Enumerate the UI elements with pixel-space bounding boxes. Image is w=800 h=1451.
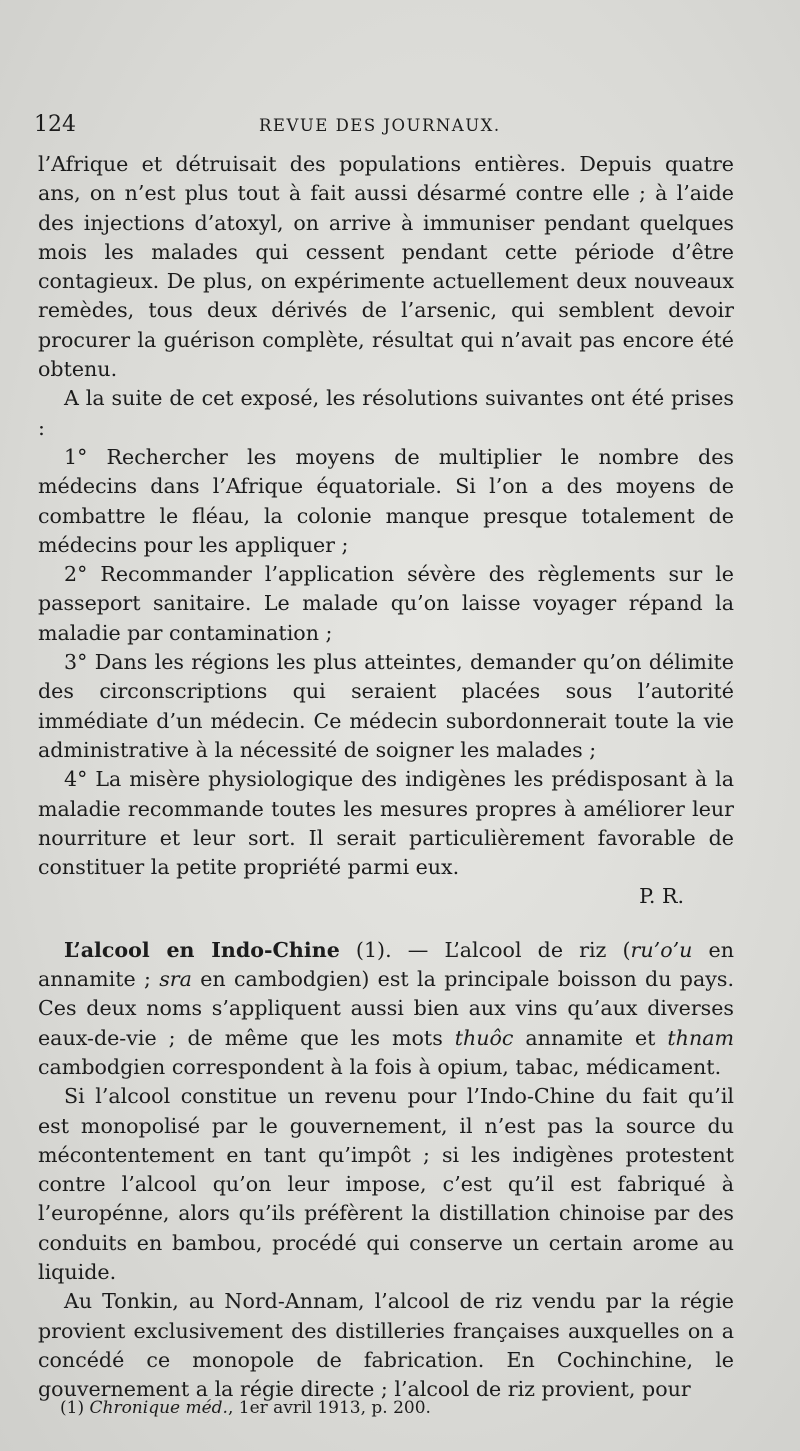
- author-signature: P. R.: [639, 884, 684, 909]
- page-header: [34, 112, 774, 142]
- resolution-3: 3° Dans les régions les plus atteintes, demander qu’on délimite des circonscriptions qui seraient placées sous l’autorité immédiate d’un médecin. Ce médecin subordonnerait toute la vie administrative à la nécessité de soigner les malades ;: [38, 650, 734, 762]
- term-thuoc: thuôc: [454, 1025, 514, 1050]
- term-thnam: thnam: [667, 1025, 735, 1050]
- article-text-2: en cambodgien) est la principale boisson du pays. Ces deux noms s’appliquent aussi bien aux vins qu’aux diverses eaux-de-vie ; de même que les mots: [38, 967, 734, 1050]
- running-title: REVUE DES JOURNAUX.: [259, 116, 501, 135]
- article-text-4: cambodgien correspondent à la fois à opium, tabac, médicament.: [38, 1054, 722, 1079]
- footnote-marker: (1): [60, 1398, 90, 1418]
- article-ref: (1). — L’alcool de riz (: [339, 937, 631, 962]
- footnote-source: Chronique méd.: [89, 1398, 228, 1418]
- paragraph-continuation: l’Afrique et détruisait des populations entières. Depuis quatre ans, on n’est plus tout à fait aussi désarmé contre elle ; à l’aide des injections d’atoxyl, on arrive à immuniser pendant quelques mois les malades qui cessent pendant cette période d’être contagieux. De plus, on expérimente actuellement deux nouveaux remèdes, tous deux dérivés de l’arsenic, qui semblent devoir procurer la guérison complète, résultat qui n’avait pas encore été obtenu.: [38, 152, 734, 382]
- resolution-1: 1° Rechercher les moyens de multiplier le nombre des médecins dans l’Afrique équatoriale. Si l’on a des moyens de combattre le fléau, la colonie manque presque totalement de médecins pour les appliquer ;: [38, 444, 734, 557]
- term-sra: sra: [159, 967, 192, 992]
- paragraph-tonkin: Au Tonkin, au Nord-Annam, l’alcool de riz vendu par la régie provient exclusivement des distilleries françaises auxquelles on a concédé ce monopole de fabrication. En Cochinchine, le gouvernement a la régie directe ; l’alcool de riz provient, pour: [38, 1289, 734, 1402]
- article-text-1: en annamite ;: [38, 937, 734, 992]
- footnote-details: , 1er avril 1913, p. 200.: [227, 1398, 431, 1418]
- resolution-4: 4° La misère physiologique des indigènes les prédisposant à la maladie recommande toutes les mesures propres à améliorer leur nourriture et leur sort. Il serait particulièrement favorable de constituer la petite propriété parmi eux.: [38, 767, 734, 880]
- page-number: 124: [34, 112, 76, 137]
- resolution-2: 2° Recommander l’application sévère des règlements sur le passeport sanitaire. Le malade qu’on laisse voyager répand la maladie par contamination ;: [38, 562, 734, 645]
- article-text-3: annamite et: [513, 1025, 668, 1050]
- term-ruou: ru’o’u: [630, 937, 693, 962]
- footnote: [60, 1398, 431, 1418]
- paragraph-monopole: Si l’alcool constitue un revenu pour l’Indo-Chine du fait qu’il est monopolisé par le gouvernement, il n’est pas la source du mécontentement en tant qu’impôt ; si les indigènes protestent contre l’alcool qu’on leur impose, c’est qu’il est fabriqué à l’europénne, alors qu’ils préfèrent la distillation chinoise par des conduits en bambou, procédé qui conserve un certain arome au liquide.: [38, 1084, 734, 1284]
- body-text: [38, 150, 734, 1404]
- article-title: L’alcool en Indo-Chine: [64, 937, 340, 962]
- article-alcool-intro: [38, 936, 734, 1082]
- paragraph-resolutions-intro: A la suite de cet exposé, les résolutions suivantes ont été prises :: [38, 386, 734, 440]
